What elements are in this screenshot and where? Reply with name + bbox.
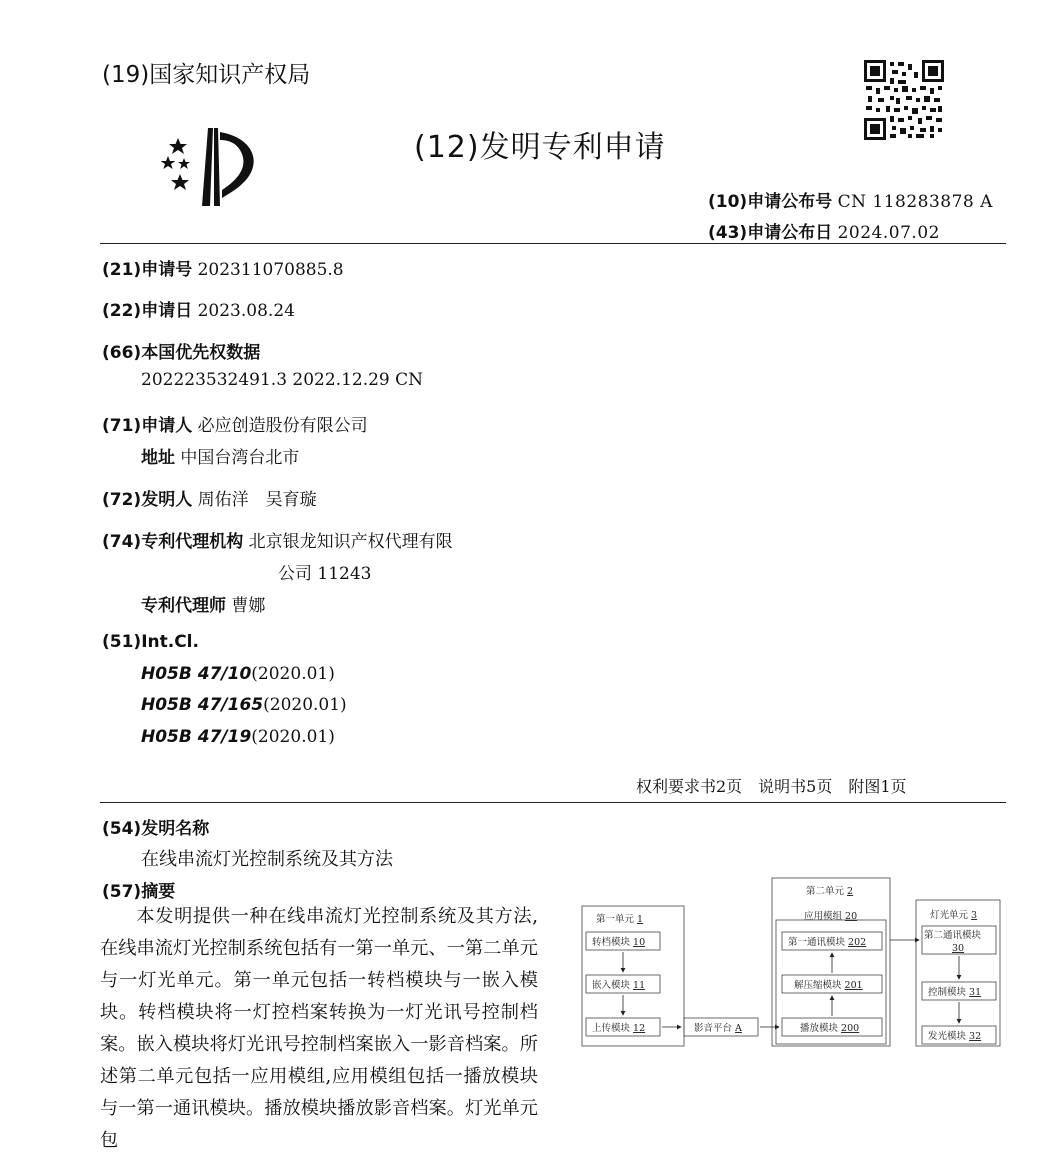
agent-field [141,591,265,616]
module-201-label: 解压缩模块 [794,980,842,991]
priority-data: 202223532491.3 2022.12.29 CN [141,370,424,390]
svg-text:影音平台 A [694,1022,742,1034]
ipc-version: (2020.01) [251,664,335,684]
publication-number: CN 118283878 A [837,192,993,212]
agency-field [102,527,453,552]
publication-number-line [708,187,993,212]
app-group-label: 应用模组 [804,911,843,922]
agency-field-continued [278,559,371,584]
agency-label: (74)专利代理机构 [102,532,244,552]
svg-text:应用模组 20 [804,910,857,922]
module-30-label: 第二通讯模块 [924,930,982,941]
module-11-label: 嵌入模块 [592,980,631,991]
module-200-label: 播放模块 [800,1023,839,1034]
ipc-entry [141,727,335,747]
module-31-num: 31 [969,987,982,998]
header-divider [100,243,1006,244]
unit-3-label: 灯光单元 [930,910,969,921]
ipc-code: H05B 47/165 [141,695,264,715]
module-30-num: 30 [952,943,965,954]
address-field [141,443,299,468]
unit-3-num: 3 [971,910,978,921]
office-name: (19)国家知识产权局 [102,62,311,88]
module-10-num: 10 [633,937,646,948]
module-12-label: 上传模块 [592,1023,631,1034]
svg-text:第一通讯模块 202 [788,936,866,948]
svg-text:第二单元 2 [806,885,853,897]
unit-1-label: 第一单元 [596,914,635,925]
address-label: 地址 [141,448,175,468]
system-block-diagram [578,876,1004,1052]
svg-text:播放模块 200 [800,1022,859,1034]
unit-3-container [916,900,1000,1046]
qr-code-icon [864,60,944,140]
app-group-num: 20 [845,911,858,922]
priority-field [102,338,260,363]
platform-label: 影音平台 [694,1023,733,1034]
publication-date-label: (43)申请公布日 [708,223,833,243]
ipc-code: H05B 47/10 [141,664,252,684]
application-date-field [102,296,295,321]
platform-num: A [735,1023,742,1034]
abstract-label: (57)摘要 [102,882,176,902]
address: 中国台湾台北市 [180,448,300,468]
applicant: 必应创造股份有限公司 [197,416,368,436]
section-divider [100,802,1006,803]
unit-2-container [772,878,890,1046]
application-date-label: (22)申请日 [102,301,193,321]
ipc-entry [141,664,335,684]
applicant-label: (71)申请人 [102,416,193,436]
agency-line-1: 北京银龙知识产权代理有限 [248,532,453,552]
applicant-field [102,411,368,436]
module-202-label: 第一通讯模块 [788,937,846,948]
svg-text:控制模块 31 [928,986,981,998]
title-label: (54)发明名称 [102,819,210,839]
publication-number-label: (10)申请公布号 [708,192,833,212]
module-12-num: 12 [633,1023,646,1034]
ipc-code: H05B 47/19 [141,727,252,747]
ipc-label: (51)Int.Cl. [102,632,199,652]
publication-date: 2024.07.02 [837,223,940,243]
unit-2-num: 2 [847,886,854,897]
cnipa-logo-icon [156,124,268,210]
ipc-version: (2020.01) [251,727,335,747]
agency-line-2: 公司 11243 [278,564,372,584]
module-32-label: 发光模块 [928,1031,967,1042]
invention-title: 在线串流灯光控制系统及其方法 [141,849,393,870]
ipc-entry [141,695,347,715]
svg-text:灯光单元 3 [930,909,977,921]
svg-text:嵌入模块 11 [592,979,645,991]
module-10-label: 转档模块 [592,937,631,948]
document-type: (12)发明专利申请 [414,130,666,165]
inventor-label: (72)发明人 [102,490,193,510]
agent: 曹娜 [231,596,266,616]
svg-text:发光模块 32 [928,1030,981,1042]
priority-label: (66)本国优先权数据 [102,343,261,363]
svg-text:上传模块 12 [592,1022,645,1034]
module-11-num: 11 [633,980,646,991]
inventors: 周佑洋 吴育璇 [197,490,317,510]
svg-text:解压缩模块 201 [794,979,863,991]
application-number-field [102,255,344,280]
application-number: 202311070885.8 [197,260,344,280]
application-date: 2023.08.24 [197,301,295,321]
inventor-field [102,485,317,510]
module-31-label: 控制模块 [928,987,967,998]
module-200-num: 200 [841,1023,860,1034]
application-number-label: (21)申请号 [102,260,193,280]
priority-value [141,370,423,390]
module-32-num: 32 [969,1031,982,1042]
svg-text:转档模块 10 [592,936,645,948]
unit-2-label: 第二单元 [806,886,845,897]
module-201-num: 201 [844,980,863,991]
agent-label: 专利代理师 [141,596,226,616]
publication-date-line [708,218,940,243]
ipc-field [102,632,199,652]
svg-text:第一单元 1 [596,913,643,925]
unit-1-num: 1 [637,914,644,925]
abstract-text: 本发明提供一种在线串流灯光控制系统及其方法,在线串流灯光控制系统包括有一第一单元、一第二单元与一灯光单元。第一单元包括一转档模块与一嵌入模块。转档模块将一灯控档案转换为一灯光讯号控制档案。嵌入模块将灯光讯号控制档案嵌入一影音档案。所述第二单元包括一应用模组,应用模组包括一播放模块与一第一通讯模块。播放模块播放影音档案。灯光单元包 [100,906,538,1151]
ipc-version: (2020.01) [263,695,347,715]
module-202-num: 202 [848,937,867,948]
page-counts: 权利要求书2页 说明书5页 附图1页 [636,777,907,796]
